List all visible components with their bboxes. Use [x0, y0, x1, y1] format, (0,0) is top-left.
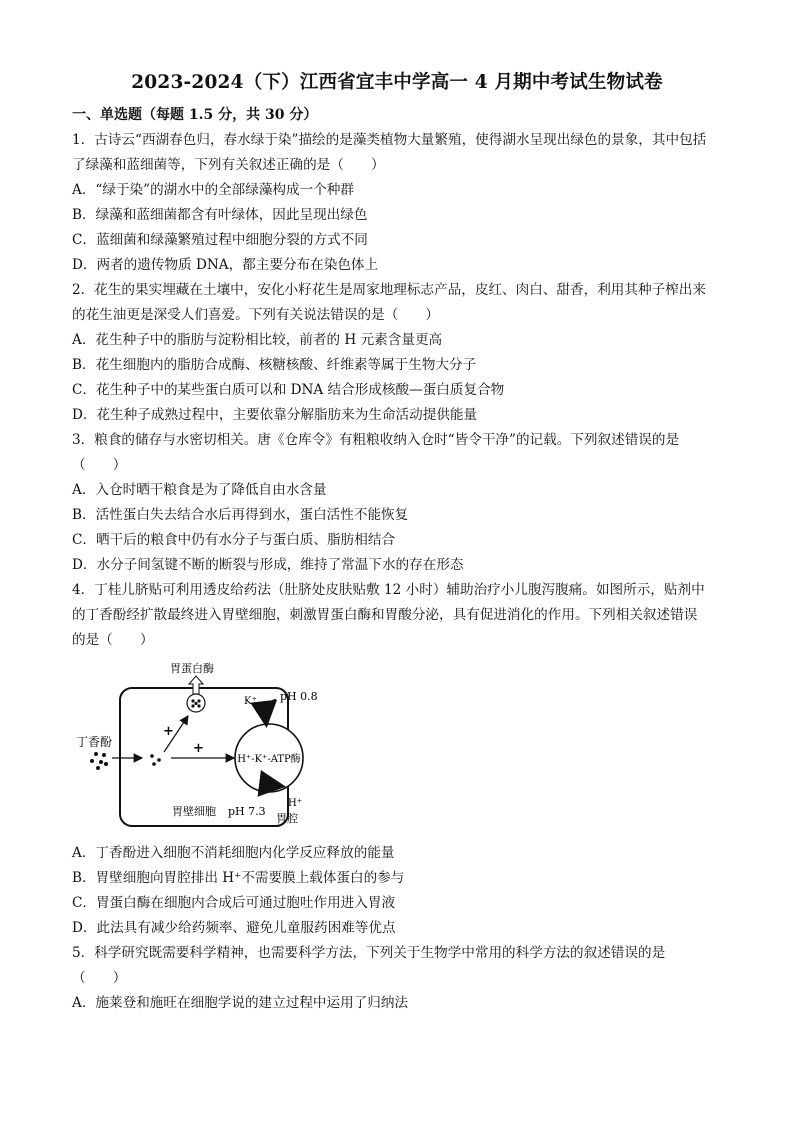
hydrogen-label: H⁺ — [288, 798, 302, 809]
lumen-label: 胃腔 — [276, 812, 298, 825]
potassium-label: K⁺ — [244, 696, 257, 707]
question-1-option-d: D．两者的遗传物质 DNA，都主要分布在染色体上 — [72, 257, 379, 273]
question-1-stem-line-1: 1．古诗云“西湖春色归，春水绿于染”描绘的是藻类植物大量繁殖，使得湖水呈现出绿色的景象，其中包括 — [72, 132, 707, 148]
gastric-cell-diagram — [76, 660, 336, 830]
question-3-option-a: A．入仓时晒干粮食是为了降低自由水含量 — [72, 482, 327, 498]
question-2-option-a: A．花生种子中的脂肪与淀粉相比较，前者的 H 元素含量更高 — [72, 332, 443, 348]
question-1-option-b: B．绿藻和蓝细菌都含有叶绿体，因此呈现出绿色 — [72, 207, 368, 223]
cell-label: 胃壁细胞 — [172, 805, 216, 818]
question-4-option-d: D．此法具有减少给药频率、避免儿童服药困难等优点 — [72, 920, 396, 936]
question-3-option-c: C．晒干后的粮食中仍有水分子与蛋白质、脂肪相结合 — [72, 532, 396, 548]
question-4-stem-line-2: 的丁香酚经扩散最终进入胃壁细胞，刺激胃蛋白酶和胃酸分泌，具有促进消化的作用。下列相关叙述错误 — [72, 607, 698, 623]
question-4-option-a: A．丁香酚进入细胞不消耗细胞内化学反应释放的能量 — [72, 845, 395, 861]
eugenol-label: 丁香酚 — [76, 735, 113, 749]
lumen-ph-label: pH 0.8 — [280, 690, 318, 703]
question-3-stem-line-1: 3．粮食的储存与水密切相关。唐《仓库令》有粗粮收纳入仓时“皆令干净”的记载。下列叙述错误的是 — [72, 432, 680, 448]
question-2-stem-line-1: 2．花生的果实埋藏在土壤中，安化小籽花生是周家地理标志产品，皮红、肉白、甜香，利用其种子榨出来 — [72, 282, 706, 298]
section-heading: 一、单选题（每题 1.5 分，共 30 分） — [72, 107, 318, 123]
cell-ph-label: pH 7.3 — [228, 805, 266, 818]
exam-title: 2023-2024（下）江西省宜丰中学高一 4 月期中考试生物试卷 — [131, 72, 663, 93]
question-4-stem-line-3: 的是（ ） — [72, 632, 154, 648]
stimulate-plus-1: + — [163, 724, 174, 739]
question-2-stem-line-2: 的花生油更是深受人们喜爱。下列有关说法错误的是（ ） — [72, 307, 440, 323]
question-1-stem-line-2: 了绿藻和蓝细菌等，下列有关叙述正确的是（ ） — [72, 157, 385, 173]
secretion-arrow — [189, 676, 203, 694]
question-4-option-c: C．胃蛋白酶在细胞内合成后可通过胞吐作用进入胃液 — [72, 895, 396, 911]
question-5-option-a: A．施莱登和施旺在细胞学说的建立过程中运用了归纳法 — [72, 995, 409, 1011]
question-4-option-b: B．胃壁细胞向胃腔排出 H⁺不需要膜上载体蛋白的参与 — [72, 870, 405, 886]
question-3-stem-line-2: （ ） — [72, 457, 127, 473]
question-2-option-c: C．花生种子中的某些蛋白质可以和 DNA 结合形成核酸—蛋白质复合物 — [72, 382, 505, 398]
question-5-stem-line-2: （ ） — [72, 970, 127, 986]
question-5-stem-line-1: 5．科学研究既需要科学精神，也需要科学方法，下列关于生物学中常用的科学方法的叙述错误的是 — [72, 945, 666, 961]
question-1-option-c: C．蓝细菌和绿藻繁殖过程中细胞分裂的方式不同 — [72, 232, 368, 248]
question-3-option-d: D．水分子间氢键不断的断裂与形成，维持了常温下水的存在形态 — [72, 557, 464, 573]
question-4-stem-line-1: 4．丁桂儿脐贴可利用透皮给药法（肚脐处皮肤贴敷 12 小时）辅助治疗小儿腹泻腹痛。如图所示，贴剂中 — [72, 582, 705, 598]
question-1-option-a: A．“绿于染”的湖水中的全部绿藻构成一个种群 — [72, 182, 354, 198]
question-2-option-b: B．花生细胞内的脂肪合成酶、核糖核酸、纤维素等属于生物大分子 — [72, 357, 477, 373]
pepsin-label: 胃蛋白酶 — [170, 662, 214, 675]
pump-label: H⁺-K⁺-ATP酶 — [237, 754, 301, 765]
question-3-option-b: B．活性蛋白失去结合水后再得到水，蛋白活性不能恢复 — [72, 507, 409, 523]
question-2-option-d: D．花生种子成熟过程中，主要依靠分解脂肪来为生命活动提供能量 — [72, 407, 478, 423]
stimulate-plus-2: + — [193, 741, 204, 756]
